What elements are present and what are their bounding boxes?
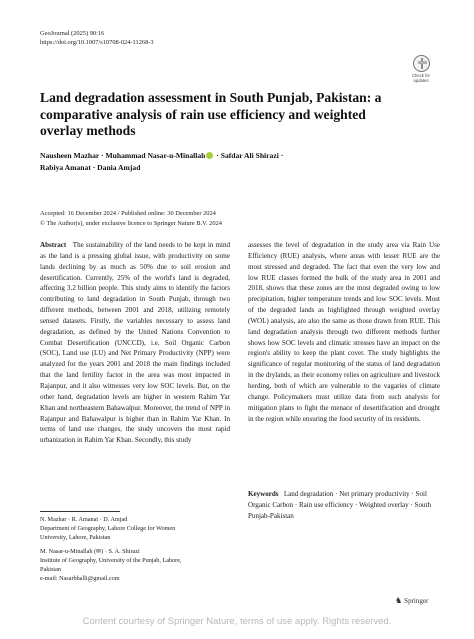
crossmark-icon (413, 55, 430, 72)
author-list (40, 150, 420, 174)
affiliation-place: University, Lahore, Pakistan (40, 534, 111, 541)
orcid-icon[interactable] (206, 152, 213, 159)
affiliation-names: N. Mazhar · R. Amanat · D. Amjad (40, 516, 128, 523)
check-for-updates-badge[interactable] (406, 55, 436, 83)
affiliation-dept: Department of Geography, Lahore College for Women (40, 525, 176, 532)
abstract-left-column (40, 240, 230, 446)
footer-notice: Content courtesy of Springer Nature, terms of use apply. Rights reserved. (82, 616, 392, 627)
authors-line1-b: · Safdar Ali Shirazi · (214, 151, 284, 160)
keywords-section (248, 489, 440, 522)
publisher-name: Springer (404, 597, 429, 605)
abstract-text-right: assesses the level of degradation in the study area via Rain Use Efficiency (RUE) analysis, where areas with lesser RUE are the most stressed and degraded. The fact that even the very low and low RUE classes formed the bulk of the study area in 2001 and 2018, shows that these zones are the most degraded owing to low precipitation, higher temperature trends and low SOC levels. Most of the degraded lands as highlighted through weighted overlay (WOL) analysis, are also the same as those drawn from RUE. This land degradation analysis through two different methods further shows how SOC levels and climatic stresses have an impact on the region's ability to keep the plant cover. The study highlights the significance of regular monitoring of the status of land degradation in the drylands, as their economy relies on agriculture and livestock herding, both of which are vulnerable to the vagaries of climate change. Policymakers must utilize data from such analysis for mitigation plans to fight the menace of desertification and drought in the region while ensuring the food security of its residents. (248, 241, 440, 423)
journal-citation: GeoJournal (2025) 90:16 (40, 30, 105, 37)
abstract-right-column (248, 240, 440, 424)
affiliation-place: Pakistan (40, 566, 61, 573)
affiliation-block-2 (40, 547, 240, 583)
copyright-notice: © The Author(s), under exclusive licence to Springer Nature B.V. 2024 (40, 219, 222, 227)
affiliation-block-1 (40, 515, 240, 542)
affiliation-dept: Institute of Geography, University of the Punjab, Lahore, (40, 557, 182, 564)
footnote-divider (40, 511, 120, 512)
publication-meta (40, 209, 222, 228)
springer-logo (395, 596, 428, 605)
authors-line2: Rabiya Amanat · Dania Amjad (40, 163, 141, 172)
affiliation-names: M. Nasar-u-Minallah (✉) · S. A. Shirazi (40, 548, 140, 555)
abstract-heading: Abstract (40, 241, 67, 249)
publication-dates: Accepted: 16 December 2024 / Published online: 30 December 2024 (40, 210, 216, 217)
abstract-text-left: The sustainability of the land needs to be kept in mind as the land is a pressing global issue, with productivity on some lands declining by as much as 50% due to soil erosion and desertification. Currently, 25% of the world's land is degraded, affecting 3.2 billion people. This study aims to identify the factors contributing to land degradation in South Punjab, through two different methods, between 2001 and 2018, utilizing remotely sensed datasets. Firstly, the variables necessary to assess land degradation, as defined by the United Nations Convention to Combat Desertification (UNCCD), i.e. Soil Organic Carbon (SOC), Land use (LU) and Net Primary Productivity (NPP) were analyzed for the years 2001 and 2018 the main findings included that the land fertility factor in the area was most impacted in Rajanpur, and it also witnesses very low SOC levels. But, on the other hand, degradation levels are higher in western Rahim Yar Khan and northeastern Bahawalpur. Moreover, the trend of NPP in Rajanpur and Bahawalpur is higher than in Rahim Yar Khan. In terms of land use changes, the study uncovers the most rapid urbanization in Rahim Yar Khan. Secondly, this study (40, 241, 230, 445)
crossmark-label: Check for updates (412, 73, 430, 83)
keywords-heading: Keywords (248, 490, 279, 498)
journal-header (40, 29, 154, 47)
article-title: Land degradation assessment in South Punjab, Pakistan: a comparative analysis of rain use efficiency and weighted overlay methods (40, 90, 382, 138)
springer-horse-icon: ♞ (395, 596, 403, 605)
doi-link[interactable]: https://doi.org/10.1007/s10708-024-11268-3 (40, 39, 154, 46)
keywords-text: Land degradation · Net primary productivity · Soil Organic Carbon · Rain use efficiency · Weighted overlay · South Punjab-Pakistan (248, 490, 431, 520)
authors-line1-a: Nausheen Mazhar · Muhammad Nasar-u-Minallah (40, 151, 206, 160)
author-email[interactable]: e-mail: Nasarbhalli@gmail.com (40, 575, 120, 582)
